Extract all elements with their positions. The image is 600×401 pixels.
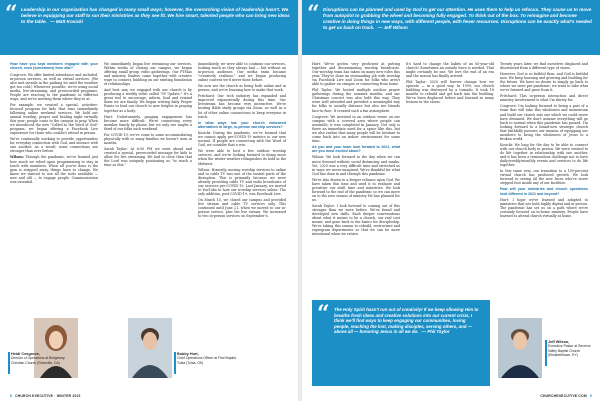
paragraph: Wilson: We look forward to the day when we can move forward without social distancing and masks. Yet, 2020 was a very difficult time and stretched us in ways we never imagined. We're thankful for what God has done in and through this pandemic. (312, 155, 400, 176)
paragraph: Immediately, we were able to continue our services, looking much as they always had — but without an in-person audience. Our media team became "creatively resilient," and we began producing online content we'd never done before. (198, 62, 286, 83)
caption-accent-bar (8, 352, 10, 374)
paragraph: However, God is so faithful then, and God is faithful now. We keep learning and growing and building for the future. We have no desire to simply go back to where we were pre-pandemic; we want to take what we've learned and grow from it. (500, 72, 588, 93)
paragraph: And best way we engaged with our church is by producing a weekly video called "5V Update." It's a great tool to encourage, inform, lead and remind them we are family. We began writing daily Prayer Points to lead our church to new heights in praying together as a body. (104, 88, 192, 113)
paragraph: Hurt: Unfortunately, gauging engagement has become more difficult. We're connecting every member family by phone, but we only see maybe a third of our folks each weekend. (104, 114, 192, 131)
right-page (302, 0, 600, 401)
paragraph (10, 155, 98, 183)
paragraph: We were able to host a few outdoor worship services, and we're looking forward to doing more when the winter weather relinquishes its hold in the Midwest. (198, 149, 286, 166)
left-folio (10, 394, 81, 398)
caption-accent-bar (174, 352, 176, 374)
right-folio (540, 394, 592, 398)
paragraph: Pritchard: Our tech industry has expanded and improved exponentially during this time. Our livestream has become very interactive. We're hosting Bible study groups via Zoom, as well as a lot of other online connections to keep everyone in touch. (198, 94, 286, 119)
page-number: 9 (589, 394, 592, 398)
paragraph: On March 15, we closed our campus and provided live stream and cable TV services only. This continued until June 21, when we moved to our in-person service, plus the live stream. We increased to two in-person services on September 6. (198, 197, 286, 219)
person-title: Chief Operations Officer at First Baptist Tulsa (Tulsa, OK) (177, 356, 236, 365)
paragraph: Phil Taylor: 2020 will forever change how we operate — in a good way. In 1999, our church building was destroyed by a tornado. It took 18 months to rebuild and get back into the building. We've been displaced before and learned so many lessons in the storm. (406, 80, 494, 105)
person-name: Bobby Hurt, (177, 352, 199, 356)
paragraph: We immediately began live streaming our services. Within weeks of closing our campus, we began offering small group video gatherings. Our PTMAs and ministry leaders came together with creative ways to connect, building on our existing foundation of relationships. (104, 62, 192, 87)
page-number: 8 (10, 394, 13, 398)
jeff-wilson-photo (498, 318, 542, 378)
speaker-label: Wilson: (10, 155, 24, 160)
paragraph: We now see the church as being both online and in person, and we're learning how to make that work. (198, 84, 286, 93)
heidi-cosgrove-photo (34, 318, 78, 378)
paragraph: Phil Taylor: We hosted multiple outdoor prayer gatherings during the summer months, and our Christmas concert was also held this way. They were well attended and provided a meaningful way for folks to socially distance but also see friends face-to-face. It created such a fun atmosphere. (312, 88, 400, 113)
quote-mark-icon: “ (317, 301, 330, 327)
question-heading: In what ways has your church embraced alternatives to large, in-person worship services? (198, 120, 286, 129)
bottom-quote-text: The Holy Spirit hasn't run out of creativity! If we keep allowing Him to breathe fresh ideas and creative solutions into our current crisis, I think we'll find ways to keep engaging our communities, loving people, reaching the lost, making disciples, serving others, and — above all — honoring Jesus in all we do. (334, 307, 479, 335)
right-pull-quote-banner (302, 0, 600, 55)
person-name: Heidi Cosgrove, (11, 352, 40, 356)
person-title: Director of Operations at Bridgeway Christian Church (Roseville, CA) (11, 356, 65, 365)
right-column-1 (312, 62, 400, 238)
left-column-1 (10, 62, 98, 186)
paragraph: Pritchard: This in-person interaction and direct ministry involvement is what I'm thirsty for. (500, 94, 588, 103)
bobby-hurt-caption (177, 352, 243, 365)
right-banner-text: Disruptions can be planned and used by God to get our attention. He uses them to help us refocus. They cause us to move from autopilot to grabbing the wheel and becoming fully engaged. To think out of the box. To reimagine and become creative in doing things in new ways, with different people, with fewer resources. Disruptions can be exactly what's needed to get us back on track. (323, 7, 592, 31)
right-banner-attribution: — Jeff Wilson (377, 25, 408, 31)
portrait-icon (34, 318, 78, 378)
caption-accent-bar (545, 340, 547, 366)
quote-mark-icon: “ (5, 1, 18, 27)
left-pull-quote-banner (0, 0, 298, 55)
person-title: Executive Pastor at Severns Valley Baptist Church (Elizabethtown, KY) (548, 344, 591, 357)
folio-text: CHURCHEXECUTIVE.COM (540, 394, 587, 398)
paragraph: Kosicki: We long for the day to be able to connect with our church body in person. We were created to do life together in relationship with one another, and it has been a tremendous challenge not to have daily/weekly/monthly events and services to do life together. (500, 142, 588, 168)
right-column-3 (500, 62, 588, 220)
question-heading: How will your ministries and church operations look different in 2021 and beyond? (500, 187, 588, 196)
paragraph: Hurt: I hope we've learned and adapted to ministries that are both highly digital and in-person. The pandemic has set us on a path where we're certainly focused on in-home ministry. People have learned to attend church virtually at home. (500, 197, 588, 219)
question-heading: As you and your team look forward to 2021, what are you most excited about? (312, 144, 400, 154)
paragraph: Cosgrove: I'm looking forward to being a part of a team that will take this wholeness and momentum and build our church into one which we could never have dreamed. We don't assume everything will go back to normal when this pandemic has passed. I'm looking forward to a brand-new strategic church that faithfully pursues our mission of equipping our members to bring the wholeness of Jesus to a broken world. (500, 104, 588, 141)
person-name: Jeff Wilson, (548, 340, 570, 344)
bottom-quote-attribution: — Phil Taylor (421, 329, 450, 335)
paragraph: Cosgrove: We offer limited attendance and included, in-person services, as well as virtual services. (We also met outside in the parking lot until the weather got too cold.) Whenever possible, we're using social media, live-streaming, and prerecorded programs. People are reacting to the pandemic in different ways, and we're meeting them where they're at. (10, 72, 98, 101)
left-page (0, 0, 298, 401)
jeff-wilson-caption (548, 340, 596, 357)
left-banner-text: Leadership in our organization has changed in many small ways; however, the overarching vision of leadership hasn't. We believe in equipping our staff to run their ministries as they see fit. We hire smart, talented people who can bring new ideas to the table. (21, 7, 290, 25)
paragraph: We're also drawn to a deeper reliance upon God. We have taken this time and used it to evaluate and prioritize our staff, time and ministries. We look forward to the end of the pandemic so we can move on to the new season of ministry He has planned for us. (312, 177, 400, 202)
paragraph: For example, we created a special, activities-focused program for kids that runs immediately following online weekend services. We hold our annual worship, prayer and healing night virtually this year; people come to the campus to pray. When we introduced the new "Called to the Word of God" program, we began offering a Facebook Live experience for those who couldn't attend in person. (10, 102, 98, 136)
right-bottom-pull-quote (312, 300, 490, 386)
left-column-3 (198, 62, 286, 220)
paragraph: We're continually working to provide opportunities for everyday connection with God, and interact with one another. As a result, some connections are stronger than ever before. (10, 137, 98, 154)
question-heading: How have you kept members engaged with your church, even (sometimes) from afar? (10, 62, 98, 71)
paragraph: Kosicki: During the pandemic, we've learned that we cannot apply pre-COVID-19 metrics to our new normal. If people are connecting with the Word of God, we consider that a win. (198, 131, 286, 148)
portrait-icon (128, 318, 172, 378)
heidi-cosgrove-caption (11, 352, 75, 365)
paragraph: Cosgrove: We invested in an outdoor venue on our campus with a covered area where people can assemble; it was completed in January. Not only is there an immediate need for a space like this, but we also realize that many people will be hesitant to come back into an indoor environment for some time. (312, 114, 400, 143)
portrait-icon (498, 318, 542, 378)
paragraph: Sarah Taylor: I look forward to coming out of this stronger than we were before. We've found and developed new skills. Each deeper conversations about what it means to be a church, our real cast meant, and gone back to the basics for discipleship. We're taking this season to rebuild, restructure and reprogram departments so that we can be more intentional when we return. (312, 204, 400, 237)
paragraph: Sarah Taylor: At 6:00 PM we went ahead and created a special, prerecorded message for kids to allow for live streaming. We had to close then that the Lord was uniquely positioning us "to reach a time as this." (104, 146, 192, 168)
right-column-2 (406, 62, 494, 106)
paragraph: It's hard to change the habits of an 85-year-old church! Sometimes an outside force is needed. That might certainly be one. We love the end of an era and the season has finally arrived. (406, 62, 494, 79)
paragraph: Twenty years later, we find ourselves displaced and disoriented from a different type of storm. (500, 62, 588, 71)
paragraph: For COVID-19, we've come to some accommodating physically with so many families we haven't seen in months. (104, 132, 192, 145)
left-column-2 (104, 62, 192, 169)
paragraph-text: Through the pandemic, we've learned just how much we relied upon programming to stay in touch with members. When all you've done is the gym is stripped away, things have to change. We knew we wanted to use all the tools available — new and old — to engage people. Communication was essential. (10, 155, 98, 184)
bobby-hurt-photo (128, 318, 172, 378)
paragraph: In this same vein, our transition to a 100-percent virtual church has produced growth. We look forward to seeing all the new faces who've never stepped foot inside any of our facilities. (500, 169, 588, 186)
paragraph: Wilson: Honestly, moving worship services to online and to cable TV was one of the easiest parts of the disruption. This is primarily because we were already providing cable TV and radio broadcasts of our services pre-COVID-19. Last January, we moved to YouTube to host our worship services online. The only addition, post-COVID-19, was Facebook Live. (198, 167, 286, 196)
quote-mark-icon: “ (307, 1, 320, 27)
left-banner-attribution: — Matt Kosicki (50, 19, 83, 25)
paragraph: Hurt: We've gotten very proficient at putting together and disseminating worship broadcasts. Our worship team has taken on many new roles this year. They've done an outstanding job with worship via Facebook Live and Zoom for folks who aren't able to gather on campus or connecting from home. (312, 62, 400, 87)
folio-text: CHURCH EXECUTIVE · WINTER 2021 (15, 394, 81, 398)
